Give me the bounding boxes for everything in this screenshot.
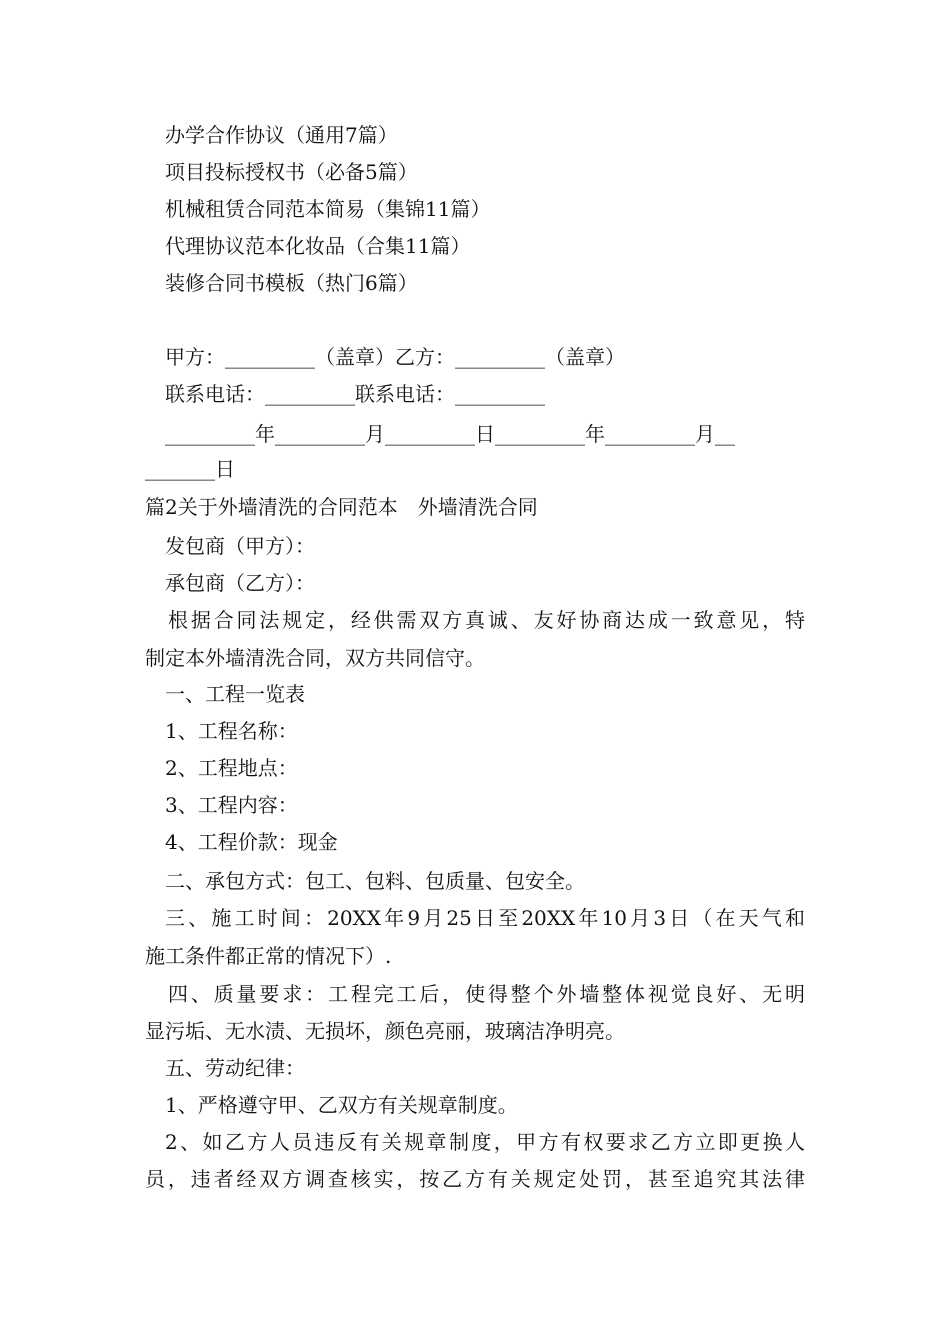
section-title: 一、工程一览表 bbox=[165, 682, 305, 706]
date-line: _________年_________月_________日_________年_________月__ bbox=[165, 422, 735, 446]
project-item: 1、工程名称： bbox=[165, 719, 298, 743]
intro-paragraph-line: 制定本外墙清洗合同，双方共同信守。 bbox=[145, 646, 485, 670]
related-doc-item[interactable]: 机械租赁合同范本简易（集锦11篇） bbox=[165, 197, 491, 221]
section-contract-mode: 二、承包方式：包工、包料、包质量、包安全。 bbox=[165, 869, 585, 893]
related-doc-item[interactable]: 办学合作协议（通用7篇） bbox=[165, 123, 398, 147]
discipline-item-line: 2、如乙方人员违反有关规章制度，甲方有权要求乙方立即更换人 bbox=[165, 1130, 805, 1154]
related-doc-item[interactable]: 装修合同书模板（热门6篇） bbox=[165, 271, 418, 295]
section-title: 五、劳动纪律： bbox=[165, 1056, 305, 1080]
date-line-continued: _______日 bbox=[145, 457, 235, 481]
project-item: 4、工程价款：现金 bbox=[165, 830, 338, 854]
section-quality-line: 显污垢、无水渍、无损坏，颜色亮丽，玻璃洁净明亮。 bbox=[145, 1019, 625, 1043]
project-item: 3、工程内容： bbox=[165, 793, 298, 817]
related-doc-item[interactable]: 项目投标授权书（必备5篇） bbox=[165, 160, 418, 184]
related-doc-item[interactable]: 代理协议范本化妆品（合集11篇） bbox=[165, 234, 471, 258]
discipline-item: 1、严格遵守甲、乙双方有关规章制度。 bbox=[165, 1093, 518, 1117]
section-schedule-line: 三、施工时间：20XX年9月25日至20XX年10月3日（在天气和 bbox=[165, 906, 805, 930]
contractor-line: 承包商（乙方）： bbox=[165, 571, 315, 595]
article-heading: 篇2关于外墙清洗的合同范本 外墙清洗合同 bbox=[145, 495, 538, 519]
section-quality-line: 四、质量要求：工程完工后，使得整个外墙整体视觉良好、无明 bbox=[168, 982, 805, 1006]
section-schedule-line: 施工条件都正常的情况下）. bbox=[145, 944, 392, 968]
employer-line: 发包商（甲方）： bbox=[165, 534, 315, 558]
discipline-item-line: 员，违者经双方调查核实，按乙方有关规定处罚，甚至追究其法律 bbox=[145, 1167, 805, 1191]
party-signature-line: 甲方：_________（盖章）乙方：_________（盖章） bbox=[165, 345, 625, 369]
intro-paragraph-line: 根据合同法规定，经供需双方真诚、友好协商达成一致意见，特 bbox=[168, 608, 805, 632]
project-item: 2、工程地点： bbox=[165, 756, 298, 780]
phone-line: 联系电话：_________联系电话：_________ bbox=[165, 382, 545, 406]
